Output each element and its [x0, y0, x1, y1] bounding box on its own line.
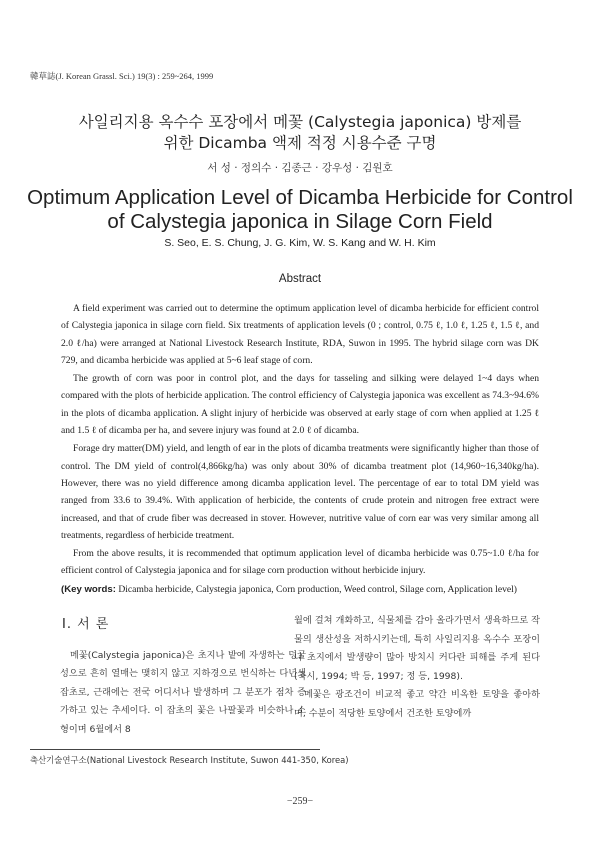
footnote-divider — [30, 749, 320, 750]
abstract-heading: Abstract — [278, 273, 322, 285]
abstract-body — [61, 300, 539, 599]
keywords-list: Dicamba herbicide, Calystegia japonica, Corn production, Weed control, Silage corn, Application level) — [115, 583, 517, 595]
korean-authors: 서 성 · 정의수 · 김종근 · 강우성 · 김원호 — [207, 162, 393, 174]
english-title — [0, 186, 600, 234]
abstract-paragraph-3: Forage dry matter(DM) yield, and length of ear in the plots of dicamba treatments were significantly higher than those of control. The DM yield of control(4,866kg/ha) was only about 30% of dicamba treatment plot (14,960~16,340kg/ha). However, there was no yield difference among dicamba application level. The percentage of ear to total DM yield was ranged from 33.6 to 39.4%. With application of herbicide, the contents of crude protein and nitrogen free extract were increased, and that of crude fiber was decreased in stover. However, nutritive value of corn ear was very similar among all treatments, regardless of herbicide treatment. — [61, 443, 539, 541]
section-heading-intro: Ⅰ. 서 론 — [62, 617, 110, 632]
korean-title — [0, 112, 600, 154]
abstract-paragraph-1: A field experiment was carried out to determine the optimum application level of dicamba herbicide for efficient control of Calystegia japonica in silage corn field. Six treatments of application levels (0 ; control, 0.75 ℓ, 1.0 ℓ, 1.25 ℓ, 1.5 ℓ, and 2.0 ℓ/ha) were arranged at National Livestock Research Institute, RDA, Suwon in 1995. The hybrid silage corn was DK 729, and dicamba herbicide was applied at 5~6 leaf stage of corn. — [61, 303, 539, 366]
keywords — [61, 581, 539, 598]
english-title-line2: of Calystegia japonica in Silage Corn Field — [107, 210, 493, 233]
intro-paragraph-1: 메꽃(Calystegia japonica)은 초지나 밭에 자생하는 덩굴성으로 흔히 열매는 맺히지 않고 지하경으로 번식하는 다년생 잡초로, 근래에는 전국 어디서나 발생하며 그 분포가 점차 증가하고 있는 추세이다. 이 잡초의 꽃은 나팔꽃과 비슷하나 소형이며 6월에서 8 — [60, 649, 306, 735]
abstract-paragraph-2: The growth of corn was poor in control plot, and the days for tasseling and silking were delayed 1~4 days when compared with the plots of herbicide application. The control efficiency of Calystegia japonica was excellent as 74.3~94.6% in the plots of dicamba application. A slight injury of herbicide was observed at early stage of corn when applied at 1.25 ℓ and 1.5 ℓ of dicamba per ha, and severe injury was found at 2.0 ℓ of dicamba. — [61, 373, 539, 437]
korean-title-line1: 사일리지용 옥수수 포장에서 메꽃 (Calystegia japonica) 방제를 — [78, 113, 522, 131]
keywords-label: (Key words: — [61, 583, 116, 595]
english-title-line1: Optimum Application Level of Dicamba Herbicide for Control — [27, 186, 573, 209]
intro-left-column — [60, 612, 306, 740]
abstract-paragraph-4: From the above results, it is recommended that optimum application level of dicamba herbicide was 0.75~1.0 ℓ/ha for efficient control of Calystegia japonica and for silage corn production without herbicide injury. — [61, 548, 539, 577]
korean-title-line2: 위한 Dicamba 액제 적정 시용수준 구명 — [163, 134, 437, 152]
intro-paragraph-2: 메꽃은 광조건이 비교적 좋고 약간 비옥한 토양을 좋아하며, 수분이 적당한 토양에서 건조한 토양에까 — [294, 689, 540, 719]
english-authors: S. Seo, E. S. Chung, J. G. Kim, W. S. Kang and W. H. Kim — [164, 237, 436, 249]
intro-right-column — [294, 612, 540, 724]
page-number: −259− — [286, 796, 314, 807]
affiliation-footnote: 축산기술연구소(National Livestock Research Institute, Suwon 441-350, Korea) — [30, 755, 349, 765]
intro-paragraph-1-cont: 월에 걸쳐 개화하고, 식물체를 감아 올라가면서 생육하므로 작물의 생산성을 저하시키는데, 특히 사일리지용 옥수수 포장이나 초지에서 발생량이 많아 방치시 커다란 피해를 주게 된다(축시, 1994; 박 등, 1997; 정 등, 1998). — [294, 615, 540, 682]
journal-citation: 韓草誌(J. Korean Grassl. Sci.) 19(3) : 259~264, 1999 — [30, 71, 214, 81]
